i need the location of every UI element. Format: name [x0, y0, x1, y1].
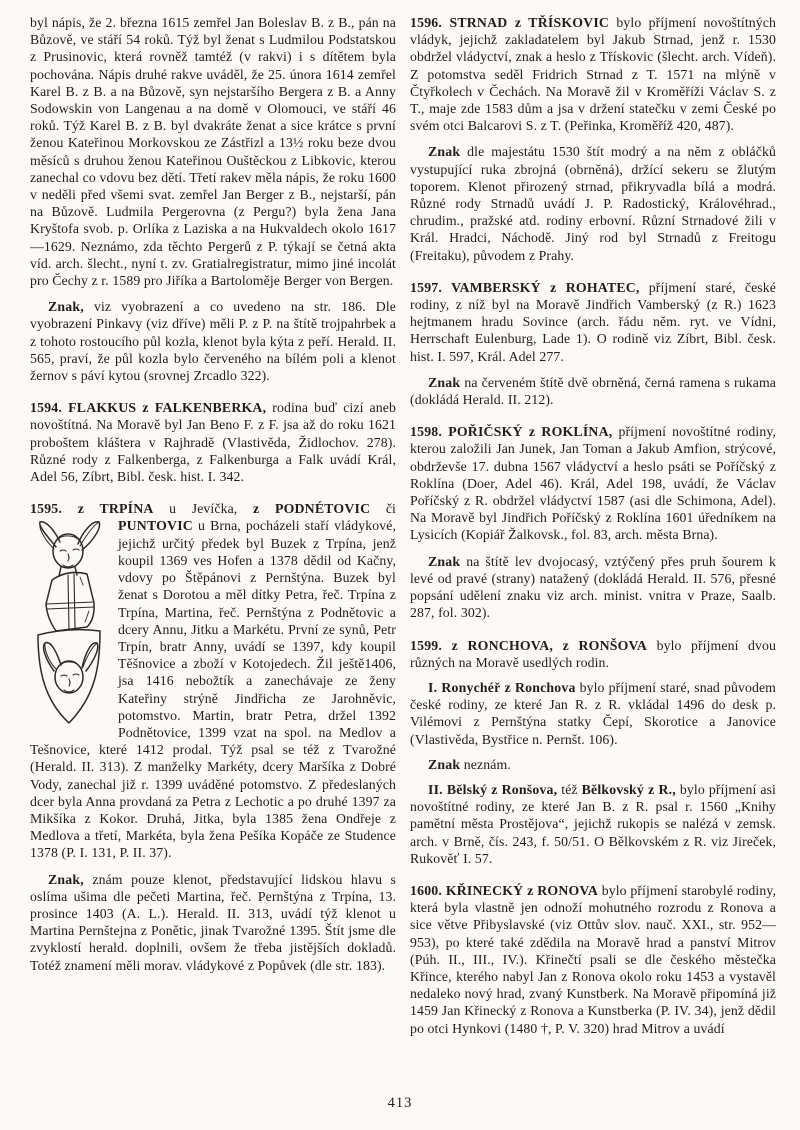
- sub-entry-ronycher: [410, 679, 776, 748]
- text-run: bylo příjmení starobylé rodiny, která byla vlastně jen odnoží mohutného rozrodu z Ronova a sice větve Přibyslavské (viz Ottův slov. nauč. XXI., str. 952—953), po které také zdědila na Moravě hrad a panství Mitrov (Púh. II., III., IV.). Křinečtí psali se dle českého městečka Křince, kterého nabyl Jan z Ronova okolo roku 1453 a vystavěl nedaleko nový hrad, zvaný Kunstberk. Na Moravě připomíná již 1459 Jan Křinecký z Ronova a Kunstberka (P. IV. 34), jenž dědil po otci Hynkovi (1480 †, P. V. 320) hrad Mitrov a uvádí: [410, 882, 777, 1036]
- entry-1600: [410, 882, 776, 1037]
- text-run: příjmení novoštítné rodiny, kterou založili Jan Junek, Jan Toman a Jakub Amfion, strýcové, obdrževše 17. dubna 1567 vládyctví a heslo psáti se Poříčský z Roklína (Doer, Adel 46). Král, Adel 198, uvádí, že Václav Poříčský z R. obdržel vládyctví 1587 (asi dle Schimona, Adel). Na Moravě byl Jindřich Poříčský z Roklína 1601 úředníkem na Lysicích (Kopiář Žalkovsk., fol. 83, arch. města Brna).: [410, 424, 777, 543]
- page-number: 413: [387, 1095, 413, 1111]
- bold-text-run: Znak: [428, 756, 461, 772]
- bold-text-run: I. Ronychéř z Ronchova: [428, 679, 576, 695]
- text-run: znám pouze klenot, představující lidskou hlavu s oslíma ušima dle pečeti Martina, řeč. Pernštýna z Trpína, 13. prosince 1403 (A. L.). Herald. II. 313, uvádí týž klenot u Martina Pernštejna z Ponětic, jinak Tvarožné 1395. Štít jsme dle zvyklostí herald. doplnili, ovšem že třeba jistějších dokladů. Totéž znamení měli morav. vládykové z Popůvek (dle str. 183).: [30, 871, 396, 973]
- bold-text-run: II. Bělský z Ronšova,: [428, 781, 558, 797]
- paragraph-znak-poricsky: [410, 553, 776, 622]
- bold-text-run: Bělkovský z R.,: [581, 781, 676, 797]
- bold-text-run: 1595. z TRPÍNA: [30, 501, 154, 517]
- bold-text-run: 1598. POŘIČSKÝ z ROKLÍNA,: [410, 424, 613, 440]
- sub-entry-belsky: [410, 781, 776, 867]
- paragraph-znak-ronycher: [410, 756, 776, 773]
- text-run: též: [557, 781, 582, 797]
- entry-1595-body: [30, 517, 396, 861]
- bold-text-run: Znak,: [48, 871, 84, 887]
- left-column: [30, 14, 396, 1037]
- entry-1595-heading-line: [30, 500, 396, 517]
- bold-text-run: PUNTOVIC: [118, 518, 193, 534]
- text-run: rodina buď cizí aneb novoštítná. Na Moravě byl Jan Beno F. z F. jsa až do roku 1621 proboštem kláštera v Rajhradě (Vlastivěda, Židlochov. 278). Různé rody z Falkenberga, z Falkenburga a Falk uvádí Král, Adel 56, Zíbrt, Bibl. česk. hist. I. 342.: [30, 400, 396, 485]
- bold-text-run: Znak,: [48, 299, 84, 315]
- entry-1596: [410, 14, 776, 134]
- right-column: [410, 14, 776, 1037]
- bold-text-run: 1600. KŘINECKÝ z RONOVA: [410, 882, 598, 898]
- paragraph-znak-berger: [30, 298, 396, 384]
- paragraph-znak-vambersky: [410, 374, 776, 408]
- text-run: viz vyobrazení a co uvedeno na str. 186. Dle vyobrazení Pinkavy (viz dříve) měli P. z P. na štítě trojpahrbek a z tohoto rostoucího půl kozla, klenot byla kýta z peří. Herald. II. 565, praví, že půl kozla bylo červeného na bílém poli a klenot žernov s páví kytou (srovnej Zrcadlo 322).: [30, 299, 396, 384]
- bold-text-run: z PODNÉTOVIC: [252, 501, 371, 517]
- text-run: byl nápis, že 2. března 1615 zemřel Jan Boleslav B. z B., pán na Bůzově, ve stáří 54 roků. Týž byl ženat s Ludmilou Podstatskou z Prusinovic, která rovněž tamtéž (v rakvi) i s dítětem byla pochována. Nápis druhé rakve uváděl, že 25. února 1614 zemřel Karel B. z B. a na Bůzově, syn nejstaršího Bergera z B. a Anny Sodowskin von Langenau a na domě v Olomouci, ve stáří 46 roků. Týž Karel B. z B. byl dvakráte ženat a sice krátce s první ženou Kateřinou Morkovskou ze Zástřizl a 13½ roku beze dvou měsíců s druhou ženou Kateřinou Ouštěckou z Libkovic, kterou zanechal co vdovu bez dětí. Třetí rakev měla nápis, že roku 1600 v neděli před všemi svat. zemřel Jan Berger z B., nejstarší, pán na Bůzově. Ludmila Pergerovna (z Pergu?) byla žena Jana Kryštofa svob. p. Orlíka z Laziska a na Hukvaldech okolo 1617—1629. Neznámo, zda těchto Pergerů z P. týkají se četná akta víd. arch. šlecht., nyní t. zv. Gratialregistratur, mimo jiné incolát pro Čechy z r. 1589 pro Jiříka a Bartoloměje Berger von Bergen.: [30, 15, 396, 289]
- text-run: bylo příjmení staré, snad původem české rodiny, ze které Jan R. z R. vkládal 1496 do desk p. Vilémovi z Pernštýna statky Čepí, Skorotice a Janovice (Vlastivěda, Bystřice n. Pernšt. 106).: [410, 679, 776, 747]
- entry-1594: [30, 399, 396, 485]
- entry-1597: [410, 279, 776, 365]
- text-run: bylo příjmení novoštítných vládyk, jejichž zakladatelem byl Jakub Strnad, jenž r. 1530 obdržel vládyctví, znak a heslo z Třískovic (šlecht. arch. Vídeň). Z potomstva seděl Fridrich Strnad z T. 1571 na mlýně v Čtyřkolech v Čechách. Na Moravě žil v Kroměříži Václav S. z T., maje zde 1583 dům a jsa v držení statečku v zemi České po svém otci Balcarovi S. z T. (Peřinka, Kroměříž 420, 487).: [410, 15, 776, 134]
- text-run: příjmení staré, české rodiny, z níž byl na Moravě Jindřich Vamberský (z R.) 1623 hejtmanem hradu Sovince (arch. řádu něm. ryt. ve Vídni, Herrschaft Eulenburg, Lade 1). O rodině viz Zíbrt, Bibl. česk. hist. I. 597, Král. Adel 277.: [410, 279, 776, 364]
- bold-text-run: 1596. STRNAD z TŘÍSKOVIC: [410, 15, 610, 30]
- entry-1599: [410, 637, 776, 671]
- bold-text-run: Znak: [428, 374, 461, 390]
- text-run: bylo příjmení asi novoštítné rodiny, ze které Jan B. z R. psal r. 1560 „Knihy pamětní města Prostějova“, jejichž rukopis se nalézá v zemsk. arch. v Brně, čís. 243, f. 50/51. O Bělkovském z R. viz Jireček, Rukověť I. 57.: [410, 781, 776, 866]
- bold-text-run: 1594. FLAKKUS z FALKENBERKA,: [30, 400, 267, 416]
- bold-text-run: 1599. z RONCHOVA, z RONŠOVA: [410, 637, 648, 653]
- paragraph-znak-trpina: [30, 871, 396, 974]
- continuation-paragraph: [30, 14, 396, 289]
- coat-of-arms-icon: [30, 519, 108, 727]
- text-run: u Jevíčka,: [153, 501, 253, 517]
- text-run: bylo příjmení dvou různých na Moravě usedlých rodin.: [410, 637, 776, 670]
- text-run: či: [370, 501, 396, 517]
- text-columns: [30, 14, 776, 1037]
- text-run: dle majestátu 1530 štít modrý a na něm z obláčků vystupující ruka zbrojná (obrněná), držící sekeru se žlutým toporem. Klenot přirozený strnad, přikryvadla bílá a modrá. Různé rody Strnadů uvádí J. P. Radostický, Královéhrad., chrudim., pražské atd. rodiny erbovní. Různí Strnadové žili v Král. Hradci, Náchodě. Jiný rod byl Strnadů z Freitogu (Freitaku), původem z Prahy.: [410, 144, 776, 263]
- bold-text-run: 1597. VAMBERSKÝ z ROHATEC,: [410, 279, 640, 295]
- bold-text-run: Znak: [428, 553, 461, 569]
- paragraph-znak-strnad: [410, 143, 776, 263]
- text-run: neznám.: [460, 756, 511, 772]
- text-run: na štítě lev dvojocasý, vztýčený přes pruh šourem k levé od pravé (strany) natažený (dokládá Herald. II. 576, přesné popsání udělení znaku viz arch. minist. vnitra v Praze, Saalb. 287, fol. 302).: [410, 553, 776, 621]
- text-run: na červeném štítě dvě obrněná, černá ramena s rukama (dokládá Herald. II. 212).: [410, 374, 776, 408]
- text-run: u Brna, pocházeli staří vládykové, jejichž určitý předek byl Buzek z Trpína, jenž koupil 1369 ves Hofen a 1378 dědil od Kačny, vdovy po Štěpánovi z Pernštýna. Buzek byl ženat s Dorotou a měl dítky Petra, řeč. Trpína z Trpína, Martina, řeč. Pernštýna z Podnětovic a dcery Annu, Jitku a Markétu. První ze synů, Petr Trpín, bratr Anny, uvádí se 1397, kdy koupil Těšnovice a zboží v Kotojedech. Žil ještě1406, jsa 1416 nebožtík a zanechávaje ze ženy Kateřiny strýně Jindřicha ze Jarohněvic, potomstvo. Martin, bratr Petra, držel 1392 Podnětovice, 1399 vzat na spol. na Medlov a Tešnovice, které 1412 prodal. Týž psal se též z Tvarožné (Herald. II. 313). Z manželky Markéty, dcery Maršíka z Dobré Vody, zanechal již r. 1399 uváděné potomstvo. Z předeslaných dcer byla Anna provdaná za Petra z Lechotic a po druhé 1397 za Mikšíka z Kokor. Druhá, Jitka, byla 1385 žena Ondřeje z Medlova a třetí, Markéta, byla žena Pešíka Kopáče ze Studence 1378 (P. I. 131, P. II. 37).: [30, 518, 396, 861]
- entry-1598: [410, 423, 776, 543]
- bold-text-run: Znak: [428, 144, 461, 160]
